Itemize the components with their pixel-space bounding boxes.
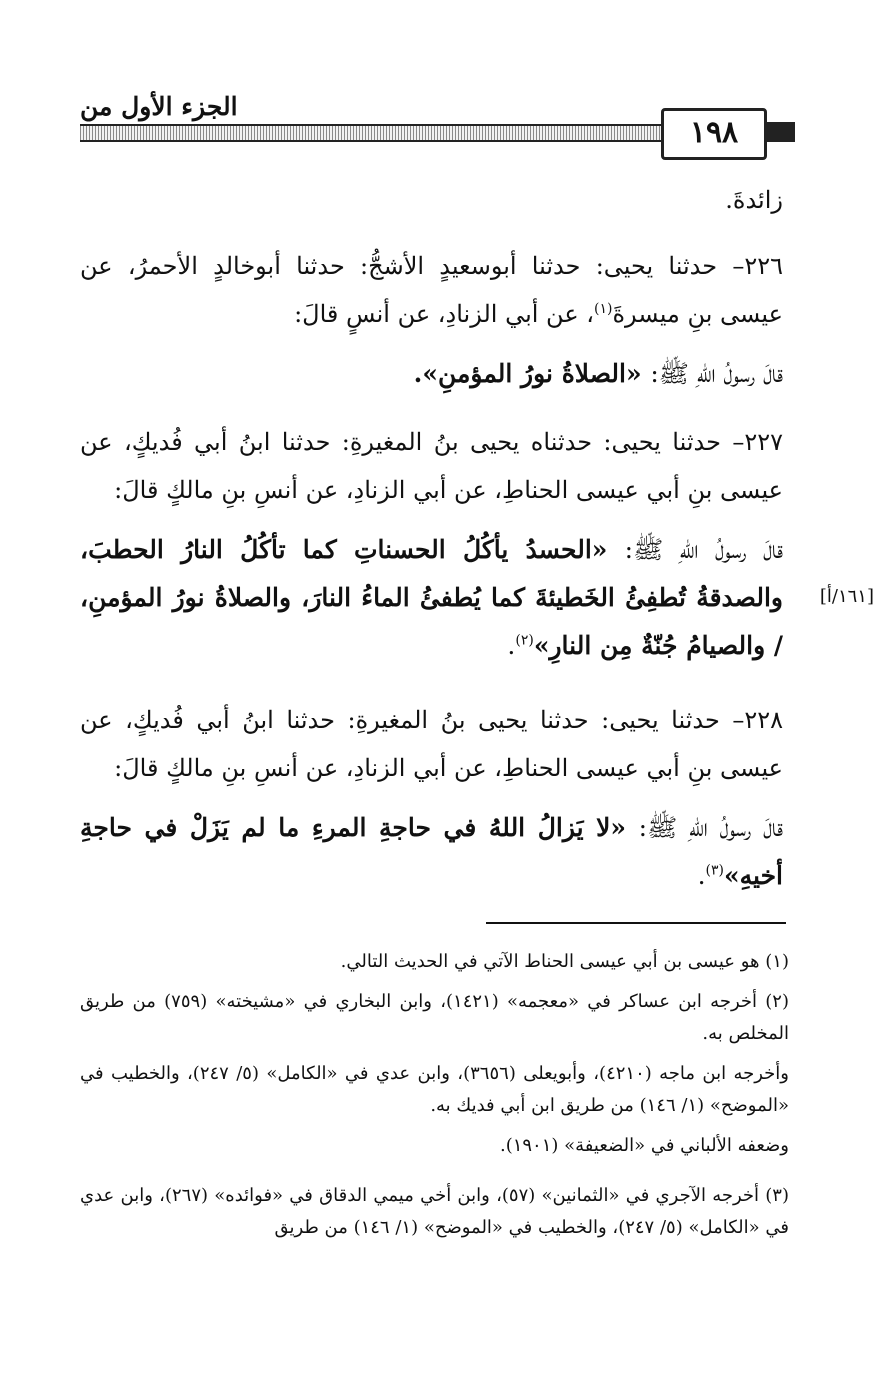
- book-title: الجزء الأول من: [80, 92, 238, 121]
- continuation-text: زائدةَ.: [725, 186, 783, 214]
- chain-text: ٢٢٦– حدثنا يحيى: حدثنا أبوسعيدٍ الأشجُّ: حدثنا أبوخالدٍ الأحمرُ، عن عيسى بنِ ميسرةَ: [80, 252, 783, 328]
- footnote-ref-3: (٣): [705, 862, 725, 879]
- footnote-2: (٢) أخرجه ابن عساكر في «معجمه» (١٤٢١)، وابن البخاري في «مشيخته» (٧٥٩) من طريق المخلص به.: [80, 991, 789, 1044]
- footnote-separator: [486, 922, 786, 924]
- hadith-228-text: [80, 804, 783, 900]
- hadith-227-text: [80, 526, 783, 670]
- hadith-quote: «الصلاةُ نورُ المؤمنِ».: [413, 359, 642, 388]
- footnote-ref-1: (١): [594, 301, 613, 317]
- footnote-ref-2: (٢): [515, 632, 534, 649]
- hadith-lead: قالَ رسولُ اللهِ ﷺ:: [638, 813, 783, 842]
- hadith-end: .: [507, 631, 516, 660]
- footnote-3: (٣) أخرجه الآجري في «الثمانين» (٥٧)، وابن أخي ميمي الدقاق في «فوائده» (٢٦٧)، وابن عدي في «الكامل» (٥/ ٢٤٧)، والخطيب في «الموضح» (١/ ١٤٦) من طريق: [80, 1185, 789, 1238]
- chain-tail: ، عن أبي الزنادِ، عن أنسٍ قالَ:: [294, 300, 595, 328]
- page-number: ١٩٨: [661, 108, 767, 160]
- footnote-2-continuation: وأخرجه ابن ماجه (٤٢١٠)، وأبويعلى (٣٦٥٦)، وابن عدي في «الكامل» (٥/ ٢٤٧)، والخطيب في «الموضح» (١/ ١٤٦) من طريق ابن أبي فديك به.: [80, 1063, 789, 1116]
- hadith-226-text: [80, 350, 783, 398]
- paragraph-continuation: [80, 176, 783, 224]
- chain-text: ٢٢٨– حدثنا يحيى: حدثنا يحيى بنُ المغيرةِ: حدثنا ابنُ أبي فُديكٍ، عن عيسى بنِ أبي عيسى الحناطِ، عن أبي الزنادِ، عن أنسِ بنِ مالكٍ قالَ:: [80, 706, 783, 782]
- footnote-2-grading: وضعفه الألباني في «الضعيفة» (١٩٠١).: [499, 1135, 789, 1156]
- footnote-1: (١) هو عيسى بن أبي عيسى الحناط الآتي في الحديث التالي.: [340, 951, 789, 972]
- hadith-227-chain: [80, 418, 783, 514]
- hadith-end: .: [697, 861, 706, 890]
- chain-text: ٢٢٧– حدثنا يحيى: حدثناه يحيى بنُ المغيرةِ: حدثنا ابنُ أبي فُديكٍ، عن عيسى بنِ أبي عيسى الحناطِ، عن أبي الزنادِ، عن أنسِ بنِ مالكٍ قالَ:: [80, 428, 783, 504]
- hadith-quote: «لا يَزالُ اللهُ في حاجةِ المرءِ ما لم يَزَلْ في حاجةِ أخيهِ»: [80, 813, 783, 890]
- manuscript-folio-marker: [١٦١/أ]: [819, 586, 874, 607]
- hadith-quote: «الحسدُ يأكُلُ الحسناتِ كما تأكُلُ النارُ الحطبَ، والصدقةُ تُطفِئُ الخَطيئةَ كما يُطفئُ الماءُ النارَ، والصلاةُ نورُ المؤمنِ، / والصيامُ جُنّةٌ مِن النارِ»: [80, 535, 783, 660]
- hadith-228-chain: [80, 696, 783, 792]
- hadith-lead: قالَ رسولُ اللهِ ﷺ:: [650, 359, 783, 388]
- hadith-226-chain: [80, 242, 783, 338]
- hadith-lead: قالَ رسولُ اللهِ ﷺ:: [624, 535, 783, 564]
